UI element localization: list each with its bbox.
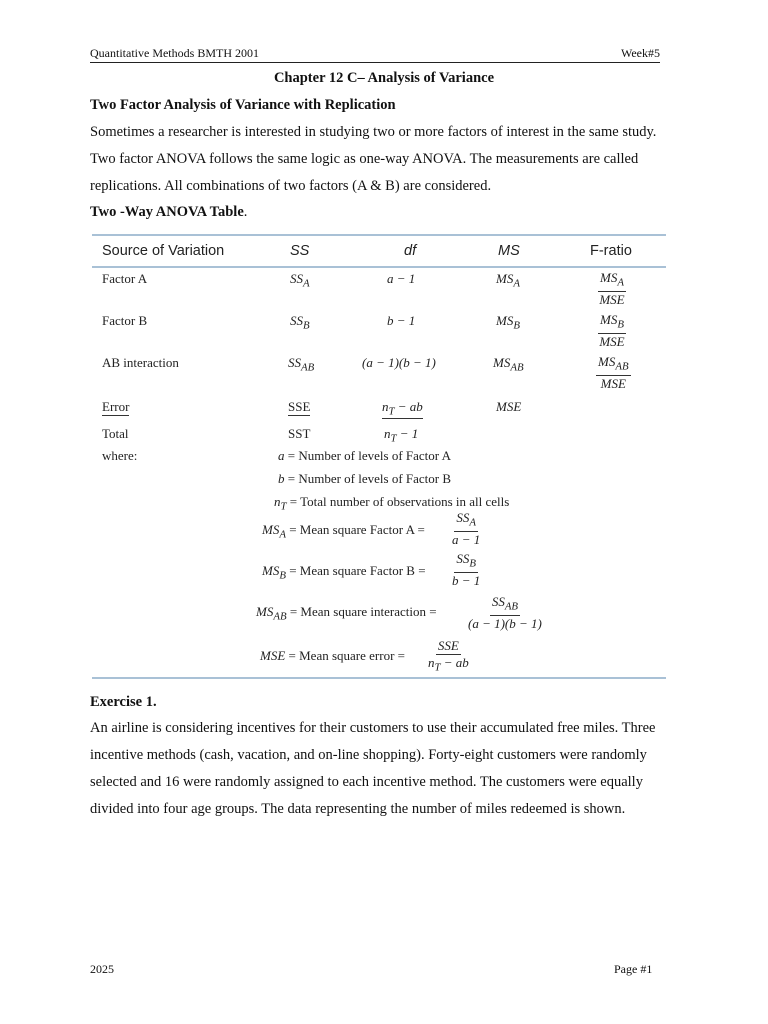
- num-sub: A: [469, 516, 476, 529]
- row-ss-total: SST: [288, 426, 311, 441]
- formula-lhs-sub: AB: [273, 610, 287, 623]
- num-text: SS: [491, 594, 505, 609]
- formula-text: = Mean square Factor A =: [285, 522, 425, 537]
- num-text: SS: [456, 510, 470, 525]
- definition-b: [278, 471, 451, 487]
- row-ss-ab: [288, 355, 314, 374]
- footer-year: 2025: [90, 962, 114, 976]
- table-label-period: .: [243, 204, 248, 220]
- table-label: [90, 204, 247, 221]
- row-df-factor-a: a − 1: [387, 271, 416, 286]
- row-df-total: [384, 426, 418, 445]
- row-ms-ab: [493, 355, 524, 374]
- formula-text: = Mean square Factor B =: [285, 563, 426, 578]
- df-rest: − ab: [394, 399, 423, 414]
- table-top-rule: [92, 234, 666, 236]
- def-sub: T: [280, 500, 287, 513]
- footer-page: Page #1: [614, 962, 653, 976]
- ss-sub: AB: [301, 361, 315, 374]
- header-fratio: F-ratio: [590, 243, 632, 259]
- f-num-sub: A: [617, 276, 624, 289]
- formula-denominator: [428, 655, 469, 676]
- formula-denominator: (a − 1)(b − 1): [468, 615, 542, 631]
- ss-text: SS: [290, 271, 303, 286]
- row-ms-factor-a: [496, 271, 520, 290]
- formula-numerator: [454, 551, 478, 573]
- page-header: [90, 46, 660, 63]
- row-ss-factor-b: [290, 313, 310, 332]
- row-source-factor-a: Factor A: [102, 271, 148, 286]
- ss-sub: B: [303, 319, 310, 332]
- header-df: df: [404, 243, 417, 259]
- row-source-total: Total: [102, 426, 129, 441]
- formula-lhs: MS: [262, 563, 280, 578]
- f-num-text: MS: [598, 354, 616, 369]
- f-num-sub: AB: [615, 360, 629, 373]
- ms-text: MS: [493, 355, 511, 370]
- f-num-text: MS: [600, 312, 618, 327]
- df-n: n: [382, 399, 389, 414]
- row-f-factor-b: [598, 312, 626, 350]
- formula-lhs: MSE: [260, 648, 286, 663]
- header-ss: SS: [290, 243, 310, 259]
- f-denominator: MSE: [599, 291, 625, 307]
- def-text: = Number of levels of Factor B: [284, 471, 452, 486]
- def-text: = Number of levels of Factor A: [284, 448, 452, 463]
- def-symbol: a: [278, 448, 285, 463]
- df-n-sub: T: [388, 405, 395, 418]
- page-title: Chapter 12 C– Analysis of Variance: [273, 70, 495, 86]
- anova-table: [92, 234, 666, 680]
- formula-numerator: SSE: [437, 638, 459, 653]
- exercise-title: Exercise 1.: [90, 694, 157, 710]
- f-denominator: MSE: [599, 333, 625, 349]
- intro-paragraph: Sometimes a researcher is interested in studying two or more factors of interest in the same study. Two factor ANOVA follows the same logic as one-way ANOVA. The measurements are called replications. All combinations of two factors (A & B) are considered.: [90, 124, 657, 194]
- den-n: n: [428, 655, 435, 670]
- ss-text: SS: [290, 313, 303, 328]
- formula-mse: [260, 648, 405, 664]
- f-num-text: MS: [600, 270, 618, 285]
- formula-msa: [262, 522, 425, 541]
- formula-numerator: [490, 594, 520, 616]
- f-num-sub: B: [617, 318, 624, 331]
- den-rest: − ab: [440, 655, 469, 670]
- row-f-factor-a: [598, 270, 626, 308]
- row-df-error: [382, 399, 423, 419]
- exercise-text: An airline is considering incentives for their customers to use their accumulated free miles. Three incentive methods (cash, vacation, and on-line shopping). Forty-eight customers were randomly selected and 16 were randomly assigned to each incentive method. The customers were equally divided into four age groups. The data representing the number of miles redeemed is shown.: [90, 720, 656, 817]
- def-text: = Total number of observations in all cells: [286, 494, 510, 509]
- def-symbol: n: [274, 494, 281, 509]
- ms-sub: B: [513, 319, 520, 332]
- df-n-sub: T: [390, 432, 397, 445]
- header-ms: MS: [498, 243, 520, 259]
- formula-numerator: [454, 510, 478, 532]
- ss-sub: A: [303, 277, 310, 290]
- ms-sub: AB: [510, 361, 524, 374]
- formula-msab: [256, 604, 437, 623]
- row-df-ab: (a − 1)(b − 1): [362, 355, 436, 370]
- num-sub: B: [469, 557, 476, 570]
- formula-lhs-sub: B: [279, 569, 286, 582]
- row-ss-error: SSE: [288, 399, 311, 414]
- where-label: where:: [102, 448, 138, 463]
- num-sub: AB: [504, 600, 519, 613]
- row-source-factor-b: Factor B: [102, 313, 148, 328]
- formula-msab-fraction: [468, 594, 542, 632]
- row-df-factor-b: b − 1: [387, 313, 416, 328]
- ms-text: MS: [496, 313, 514, 328]
- formula-mse-fraction: [428, 638, 469, 676]
- formula-msa-fraction: [452, 510, 480, 548]
- formula-lhs-sub: A: [279, 528, 286, 541]
- formula-denominator: b − 1: [452, 572, 481, 588]
- row-source-error: Error: [102, 399, 130, 414]
- f-numerator: [598, 312, 626, 334]
- row-source-ab-interaction: AB interaction: [102, 355, 179, 370]
- table-label-text: Two -Way ANOVA Table: [90, 204, 244, 220]
- row-f-ab: [596, 354, 631, 392]
- f-numerator: [596, 354, 631, 376]
- row-ss-factor-a: [290, 271, 310, 290]
- num-text: SS: [456, 551, 470, 566]
- formula-msb: [262, 563, 426, 582]
- def-symbol: b: [278, 471, 285, 486]
- header-source: Source of Variation: [102, 243, 225, 259]
- ss-text: SS: [288, 355, 301, 370]
- formula-text: = Mean square interaction =: [286, 604, 437, 619]
- formula-denominator: a − 1: [452, 531, 481, 547]
- header-course: Quantitative Methods BMTH 2001: [90, 46, 259, 60]
- row-ms-factor-b: [496, 313, 520, 332]
- formula-lhs: MS: [262, 522, 280, 537]
- f-numerator: [598, 270, 626, 292]
- table-bottom-rule: [92, 677, 666, 679]
- formula-lhs: MS: [256, 604, 274, 619]
- df-rest: − 1: [396, 426, 419, 441]
- den-n-sub: T: [434, 661, 441, 674]
- header-week: Week#5: [620, 46, 660, 60]
- f-denominator: MSE: [600, 375, 626, 391]
- table-header-rule: [92, 266, 666, 268]
- ms-sub: A: [513, 277, 520, 290]
- section-heading: Two Factor Analysis of Variance with Replication: [90, 97, 396, 113]
- row-ms-error: MSE: [496, 399, 522, 414]
- formula-text: = Mean square error =: [285, 648, 405, 663]
- df-n: n: [384, 426, 391, 441]
- ms-text: MS: [496, 271, 514, 286]
- definition-a: [278, 448, 451, 464]
- formula-msb-fraction: [452, 551, 480, 589]
